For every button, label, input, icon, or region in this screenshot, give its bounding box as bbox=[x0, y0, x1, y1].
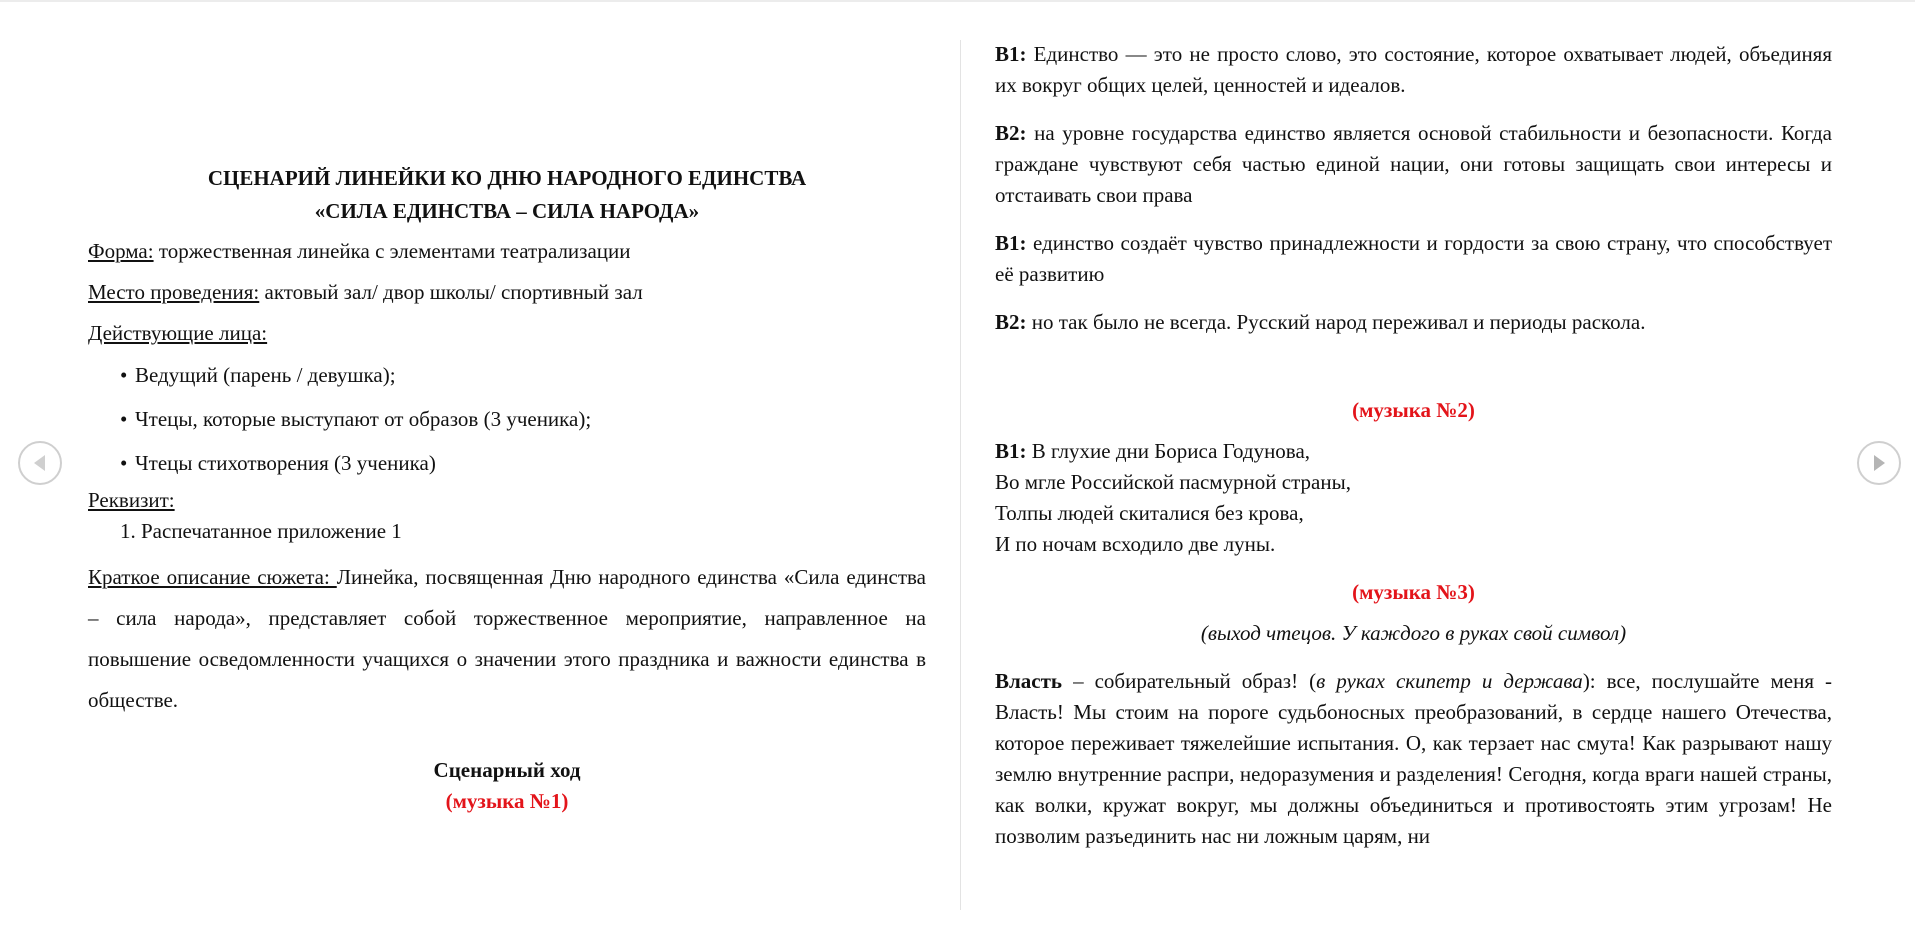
chevron-right-icon bbox=[1859, 443, 1899, 483]
bullet-icon: • bbox=[120, 451, 128, 475]
speaker-label: В2: bbox=[995, 121, 1027, 145]
page-divider bbox=[960, 40, 961, 910]
poem-line-3: Толпы людей скиталися без крова, bbox=[995, 501, 1304, 525]
summary-paragraph bbox=[88, 557, 926, 721]
speaker-label: В1: bbox=[995, 42, 1027, 66]
place-label: Место проведения: bbox=[88, 280, 260, 304]
previous-page-button[interactable] bbox=[18, 441, 62, 485]
speaker-label: В1: bbox=[995, 439, 1027, 463]
characters-label: Действующие лица: bbox=[88, 321, 268, 345]
next-page-button[interactable] bbox=[1857, 441, 1901, 485]
bullet-icon: • bbox=[120, 363, 128, 387]
document-page-right bbox=[995, 0, 1832, 852]
dialogue-paragraph-1: В1: Единство — это не просто слово, это состояние, которое охватывает людей, объединяя их вокруг общих целей, ценностей и идеалов. bbox=[995, 42, 1832, 97]
document-title-line1: СЦЕНАРИЙ ЛИНЕЙКИ КО ДНЮ НАРОДНОГО ЕДИНСТВА bbox=[207, 166, 807, 190]
place-value: актовый зал/ двор школы/ спортивный зал bbox=[259, 280, 643, 304]
dialogue-paragraph-4: В2: но так было не всегда. Русский народ переживал и периоды раскола. bbox=[995, 310, 1646, 334]
music-cue-3: (музыка №3) bbox=[1352, 580, 1475, 604]
summary-label: Краткое описание сюжета: bbox=[88, 565, 337, 589]
forma-line bbox=[88, 236, 926, 267]
place-line bbox=[88, 277, 926, 308]
speaker-label: В2: bbox=[995, 310, 1027, 334]
stage-direction: (выход чтецов. У каждого в руках свой символ) bbox=[1200, 621, 1627, 645]
props-label: Реквизит: bbox=[88, 488, 175, 512]
list-item: • Чтецы, которые выступают от образов (3 ученика); bbox=[88, 397, 926, 441]
poem-line-4: И по ночам всходило две луны. bbox=[995, 532, 1276, 556]
power-monologue: Власть – собирательный образ! (в руках скипетр и держава): все, послушайте меня - Власть! Мы стоим на пороге судьбоносных преобразований, в сердце нашего Отечества, которое переживает тяжелейшие испытания. О, как терзает нас смута! Как разрывают нашу землю внутренние распри, недоразумения и разделения! Сегодня, когда враги нашей страны, как волки, кружат вокруг, мы должны объединиться и противостоять этим угрозам! Не позволим разъединить нас ни ложным царям, ни bbox=[995, 669, 1833, 848]
music-cue-2: (музыка №2) bbox=[1352, 398, 1475, 422]
poem-block bbox=[995, 436, 1832, 560]
dialogue-paragraph-3: В1: единство создаёт чувство принадлежности и гордости за свою страну, что способствует её развитию bbox=[995, 231, 1832, 286]
chevron-left-icon bbox=[20, 443, 60, 483]
forma-label: Форма: bbox=[88, 239, 154, 263]
poem-line-1: В1: В глухие дни Бориса Годунова, bbox=[995, 439, 1311, 463]
character-name: Власть bbox=[995, 669, 1063, 693]
document-page-left bbox=[88, 0, 926, 817]
poem-line-2: Во мгле Российской пасмурной страны, bbox=[995, 470, 1351, 494]
speaker-label: В1: bbox=[995, 231, 1027, 255]
music-cue-1: (музыка №1) bbox=[445, 789, 569, 813]
dialogue-paragraph-2: В2: на уровне государства единство является основой стабильности и безопасности. Когда граждане чувствуют себя частью единой нации, они готовы защищать свои интересы и отстаивать свои права bbox=[995, 121, 1832, 207]
characters-list bbox=[88, 353, 926, 485]
list-item: • Ведущий (парень / девушка); bbox=[88, 353, 926, 397]
props-item: 1. Распечатанное приложение 1 bbox=[120, 519, 402, 543]
bullet-icon: • bbox=[120, 407, 128, 431]
list-item: • Чтецы стихотворения (3 ученика) bbox=[88, 441, 926, 485]
summary-text: Линейка, посвященная Дню народного единства «Сила единства – сила народа», представляет собой торжественное мероприятие, направленное на повышение осведомленности учащихся о значении этого праздника и важности единства в обществе. bbox=[88, 565, 926, 712]
scenario-heading: Сценарный ход bbox=[433, 758, 581, 782]
document-title-line2: «СИЛА ЕДИНСТВА – СИЛА НАРОДА» bbox=[314, 199, 700, 223]
forma-value: торжественная линейка с элементами театрализации bbox=[153, 239, 631, 263]
